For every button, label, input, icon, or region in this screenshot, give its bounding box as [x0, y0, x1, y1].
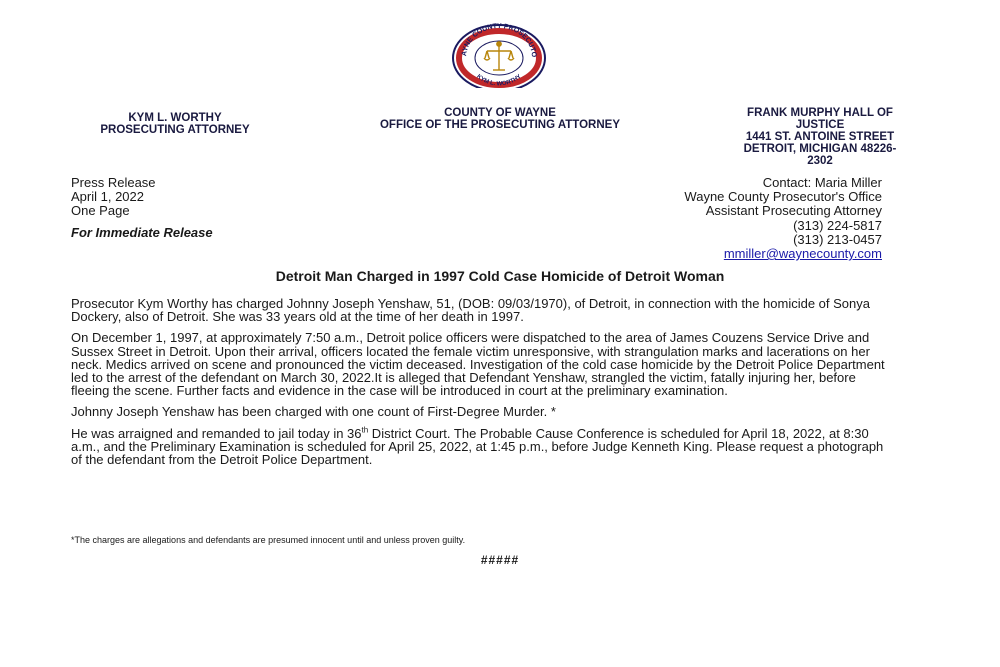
contact-name: Contact: Maria Miller	[762, 175, 882, 190]
county-name: COUNTY OF WAYNE	[444, 107, 556, 119]
office-name: OFFICE OF THE PROSECUTING ATTORNEY	[379, 119, 621, 131]
release-type: Press Release	[71, 175, 156, 190]
body-text: District Court. The Probable Cause Conference is scheduled for April 18, 2022, at 8:30 a.m., and the Preliminary Examination is scheduled for April 25, 2022, at 1:45 p.m., before Judge Kenneth King. Please request a photograph of the defendant from the Detroit Police Department.	[71, 425, 884, 468]
body-paragraph: On December 1, 1997, at approximately 7:50 a.m., Detroit police officers were dispatched to the area of James Couzens Service Drive and Sussex Street in Detroit. Upon their arrival, officers located the female victim unresponsive, with strangulation marks and lacerations on her neck. Medics arrived on scene and pronounced the victim deceased. Investigation of the cold case homicide by the Detroit Police Department led to the arrest of the defendant on March 30, 2022.It is alleged that Defendant Yenshaw, strangled the victim, fatally injuring her, before fleeing the scene. Further facts and evidence in the case will be introduced in court at the preliminary examination.	[71, 330, 885, 399]
address-line: DETROIT, MICHIGAN 48226-	[743, 143, 897, 155]
contact-block	[684, 176, 882, 261]
address-line: JUSTICE	[795, 119, 845, 131]
release-meta	[71, 176, 213, 240]
headline: Detroit Man Charged in 1997 Cold Case Homicide of Detroit Woman	[275, 268, 725, 284]
press-release-body	[71, 297, 891, 474]
end-mark: #####	[480, 553, 520, 567]
prosecutor-seal	[424, 22, 574, 88]
body-paragraph	[71, 427, 891, 467]
prosecutor-title: PROSECUTING ATTORNEY	[100, 124, 250, 136]
page-count: One Page	[71, 203, 130, 218]
immediate-release-label: For Immediate Release	[71, 225, 213, 240]
contact-office: Wayne County Prosecutor's Office	[684, 189, 882, 205]
ordinal-suffix: th	[361, 425, 369, 435]
seal-bottom-text: KYM L. WORTHY	[475, 73, 523, 88]
header-left	[60, 112, 290, 136]
address-line: 2302	[807, 155, 833, 167]
header-center	[320, 107, 680, 131]
contact-title: Assistant Prosecuting Attorney	[705, 203, 882, 219]
address-line: FRANK MURPHY HALL OF	[747, 107, 893, 119]
body-text: He was arraigned and remanded to jail today in 36	[71, 425, 362, 441]
release-date: April 1, 2022	[71, 189, 144, 204]
body-paragraph: Prosecutor Kym Worthy has charged Johnny Joseph Yenshaw, 51, (DOB: 09/03/1970), of Detroit, in connection with the homicide of Sonya Dockery, also of Detroit. She was 33 years old at the time of her death in 1997.	[71, 296, 870, 325]
contact-phone: (313) 224-5817	[793, 217, 882, 233]
contact-phone: (313) 213-0457	[793, 231, 882, 247]
contact-email-link[interactable]: mmiller@waynecounty.com	[723, 246, 882, 262]
footnote: *The charges are allegations and defendants are presumed innocent until and unless proven guilty.	[71, 535, 466, 545]
address-line: 1441 ST. ANTOINE STREET	[745, 131, 895, 143]
header-right-address	[700, 107, 940, 167]
prosecutor-name: KYM L. WORTHY	[128, 112, 222, 124]
body-paragraph: Johnny Joseph Yenshaw has been charged with one count of First-Degree Murder. *	[71, 404, 556, 420]
seal-top-text: AYNE COUNTY PROSECUTO	[461, 22, 538, 58]
